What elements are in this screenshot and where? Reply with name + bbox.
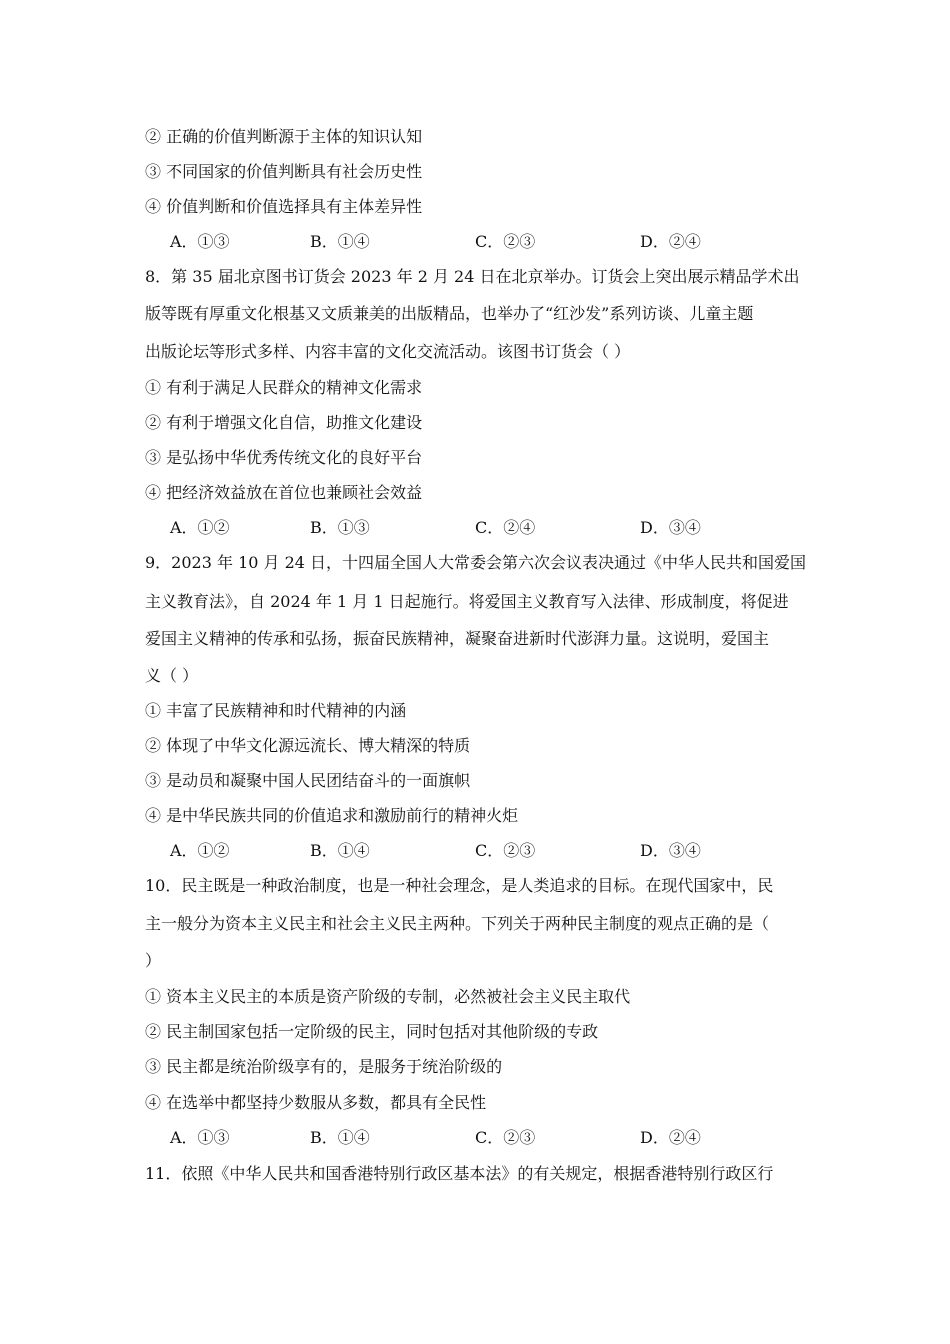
q8-options: [170, 518, 730, 538]
q9-option-c[interactable]: C．②③: [475, 841, 536, 860]
q9-stem-line-2: 主义教育法》，自 2024 年 1 月 1 日起施行。将爱国主义教育写入法律、形成制度，将促进: [145, 592, 789, 611]
q11-stem-line-1: 11．依照《中华人民共和国香港特别行政区基本法》的有关规定，根据香港特别行政区行: [145, 1164, 774, 1183]
q10-option-c[interactable]: C．②③: [475, 1128, 536, 1147]
q9-item-4: ④ 是中华民族共同的价值追求和激励前行的精神火炬: [145, 806, 519, 825]
q7-options: [170, 232, 730, 252]
q8-option-c[interactable]: C．②④: [475, 518, 536, 537]
q10-item-3: ③ 民主都是统治阶级享有的，是服务于统治阶级的: [145, 1057, 503, 1076]
q7-item-4: ④ 价值判断和价值选择具有主体差异性: [145, 197, 423, 216]
q8-option-a[interactable]: A．①②: [170, 518, 230, 537]
q8-item-4: ④ 把经济效益放在首位也兼顾社会效益: [145, 483, 423, 502]
q9-item-1: ① 丰富了民族精神和时代精神的内涵: [145, 701, 407, 720]
q8-stem-line-2: 版等既有厚重文化根基又文质兼美的出版精品，也举办了“红沙发”系列访谈、儿童主题: [145, 304, 754, 323]
q10-item-4: ④ 在选举中都坚持少数服从多数，都具有全民性: [145, 1093, 487, 1112]
q8-option-b[interactable]: B．①③: [310, 518, 370, 537]
q10-option-b[interactable]: B．①④: [310, 1128, 370, 1147]
q9-stem-line-3: 爱国主义精神的传承和弘扬，振奋民族精神，凝聚奋进新时代澎湃力量。这说明，爱国主: [145, 629, 770, 648]
q9-stem-line-4: 义（ ）: [145, 666, 199, 685]
q9-option-a[interactable]: A．①②: [170, 841, 230, 860]
q10-stem-line-2: 主一般分为资本主义民主和社会主义民主两种。下列关于两种民主制度的观点正确的是（: [145, 914, 770, 933]
q8-item-3: ③ 是弘扬中华优秀传统文化的良好平台: [145, 448, 423, 467]
q9-item-3: ③ 是动员和凝聚中国人民团结奋斗的一面旗帜: [145, 771, 471, 790]
q9-stem-line-1: 9．2023 年 10 月 24 日，十四届全国人大常委会第六次会议表决通过《中华人民共和国爱国: [145, 553, 807, 572]
q9-item-2: ② 体现了中华文化源远流长、博大精深的特质: [145, 736, 471, 755]
q10-options: [170, 1128, 730, 1148]
q10-option-a[interactable]: A．①③: [170, 1128, 230, 1147]
q7-option-c[interactable]: C．②③: [475, 232, 536, 251]
q7-option-a[interactable]: A．①③: [170, 232, 230, 251]
q10-stem-line-1: 10．民主既是一种政治制度，也是一种社会理念，是人类追求的目标。在现代国家中，民: [145, 876, 774, 895]
q8-item-2: ② 有利于增强文化自信，助推文化建设: [145, 413, 423, 432]
q8-stem-line-3: 出版论坛等形式多样、内容丰富的文化交流活动。该图书订货会（ ）: [145, 342, 631, 361]
q8-stem-line-1: 8．第 35 届北京图书订货会 2023 年 2 月 24 日在北京举办。订货会上突出展示精品学术出: [145, 267, 800, 286]
q10-item-1: ① 资本主义民主的本质是资产阶级的专制，必然被社会主义民主取代: [145, 987, 631, 1006]
q7-option-d[interactable]: D．②④: [640, 232, 701, 251]
q8-option-d[interactable]: D．③④: [640, 518, 701, 537]
q9-option-d[interactable]: D．③④: [640, 841, 701, 860]
q10-item-2: ② 民主制国家包括一定阶级的民主，同时包括对其他阶级的专政: [145, 1022, 599, 1041]
q10-option-d[interactable]: D．②④: [640, 1128, 701, 1147]
q9-option-b[interactable]: B．①④: [310, 841, 370, 860]
q10-stem-line-3: ）: [145, 951, 162, 970]
q8-item-1: ① 有利于满足人民群众的精神文化需求: [145, 378, 423, 397]
q7-item-2: ② 正确的价值判断源于主体的知识认知: [145, 127, 423, 146]
q7-item-3: ③ 不同国家的价值判断具有社会历史性: [145, 162, 423, 181]
q7-option-b[interactable]: B．①④: [310, 232, 370, 251]
q9-options: [170, 841, 730, 861]
